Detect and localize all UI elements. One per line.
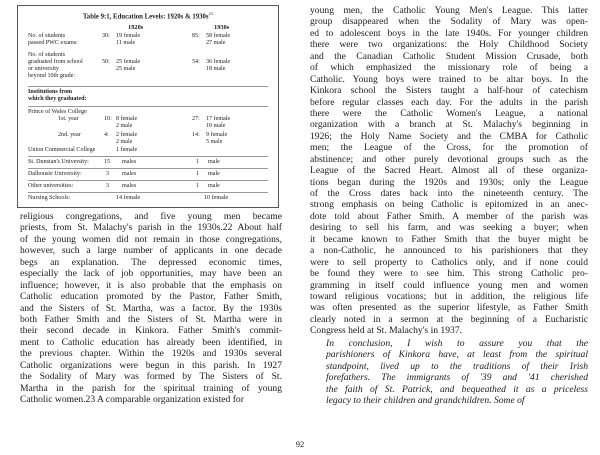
table-divider — [28, 192, 268, 193]
text-line: were to sell property to Catholics only, and if none could — [310, 256, 588, 268]
text-line: there were two organizations: the Holy Childhood Society — [310, 39, 588, 51]
row-label: Union Commercial College — [28, 147, 96, 153]
text-line: the Sodality of Mary was formed by The Sisters of St. — [20, 371, 282, 383]
text-line: both Father Smith and the Sisters of St. Martha were in — [20, 313, 282, 325]
text-line: men; the League of the Cross, for the promotion of — [310, 142, 588, 154]
institutions-header: Institutions from — [28, 89, 73, 95]
table-cell: males — [122, 171, 137, 177]
row-label: Nursing Schools: — [28, 195, 71, 201]
table-cell: 10 male — [206, 123, 226, 129]
table-cell: 8 female — [116, 116, 138, 122]
table-title: Table 9:1, Education Levels: 1920s & $1930s^{21}$ — [82, 11, 214, 21]
table-cell: 14 female — [116, 195, 141, 201]
block-quote — [326, 338, 588, 407]
row-label: St. Dunstan's University: — [28, 159, 89, 165]
table-cell: 1 — [196, 159, 200, 165]
text-line: Catholic. Young boys were trained to be altar boys. In the — [310, 73, 588, 85]
row-label: passed PWC exams: — [28, 40, 78, 46]
text-line: of the young women did not remain in those congregations, — [20, 233, 282, 245]
text-line: of which emphasized the missionary role of being a — [310, 62, 588, 74]
table-cell: 17 female — [206, 116, 231, 122]
text-line: religious congregations, and five young men became — [20, 211, 282, 222]
table-divider — [28, 86, 268, 87]
table-cell: 9 female — [206, 132, 228, 138]
table-cell: 2 male — [116, 123, 133, 129]
right-page — [300, 0, 600, 455]
table-cell: 3 — [106, 183, 110, 189]
table-divider — [28, 168, 268, 169]
text-line: it became known to Father Smith that the buyer might be — [310, 233, 588, 245]
table-cell: 58 female — [206, 33, 231, 39]
table-cell: 18 male — [206, 66, 226, 72]
text-line: ment to Catholic education has already been identified, in — [20, 336, 282, 348]
row-label: or university — [28, 66, 59, 72]
text-line: and the Sisters of St. Martha, was a factor. By the 1930s — [20, 302, 282, 314]
text-line: begs an explanation. The depressed economic times, — [20, 256, 282, 268]
table-cell: 2 female — [116, 132, 138, 138]
table-cell: 10 female — [204, 195, 229, 201]
row-label: beyond 10th grade: — [28, 73, 76, 79]
text-line: League of the Sacred Heart. Almost all of these organiza- — [310, 165, 588, 177]
table-cell: 27 male — [206, 40, 226, 46]
table-cell: 15 — [104, 159, 111, 165]
text-line: and the Canadian Catholic Student Mission Crusade, both — [310, 50, 588, 62]
text-line: ed to adolescent boys in the late 1940s. For younger children — [310, 27, 588, 39]
row-label: No. of students — [28, 52, 66, 58]
row-label: Other universities: — [28, 183, 74, 189]
row-label: Prince of Wales College — [28, 109, 87, 115]
text-line: group disappeared when the Sodality of Mary was open- — [310, 16, 588, 28]
table-cell: 11 male — [116, 40, 136, 46]
table-cell: 25 female — [116, 59, 141, 65]
text-line: organization with a branch at St. Malachy's beginning in — [310, 119, 588, 131]
text-line: priests, from St. Malachy's parish in the 1930s.22 About half — [20, 222, 282, 234]
table-cell: 19 female — [116, 33, 141, 39]
text-line: there were the Catholic Women's League, a national — [310, 107, 588, 119]
text-line: influence; however, it is also probable that the emphasis on — [20, 279, 282, 291]
page-number: 92 — [295, 439, 305, 449]
table-cell: 50: — [102, 59, 110, 65]
text-line: dote told about Father Smith. A member of the parish was — [310, 210, 588, 222]
table-cell: 10: — [104, 116, 112, 122]
table-cell: 5 male — [206, 139, 223, 145]
table-cell: 1 female — [116, 147, 138, 153]
text-line: standpoint, lived up to the traditions of their Irish — [326, 360, 588, 372]
table-cell: male — [208, 183, 220, 189]
text-line: gramming in itself could influence young men and women — [310, 279, 588, 291]
table-cell: 4: — [104, 132, 109, 138]
text-line: the previous chapter. Within the 1920s and 1930s several — [20, 348, 282, 360]
table-cell: 1 — [196, 183, 200, 189]
text-line: however, such a large number of applicants in one decade — [20, 245, 282, 257]
text-line: legacy to their children and grandchildren. Some of — [326, 395, 525, 407]
text-line: their second decade in Kinkora. Father Smith's commit- — [20, 325, 282, 337]
text-line: young men, the Catholic Young Men's League. This latter — [310, 5, 588, 16]
row-label: No. of students — [28, 33, 66, 39]
table-cell: 3 — [106, 171, 110, 177]
table-cell: 54: — [192, 59, 200, 65]
table-cell: 1 — [196, 171, 200, 177]
text-line: a non-Catholic, he announced to his parishioners that they — [310, 245, 588, 257]
table-cell: 25 male — [116, 66, 136, 72]
text-line: 1926; the Holy Name Society and the CMBA for Catholic — [310, 130, 588, 142]
table-cell: 30: — [102, 33, 110, 39]
table-cell: males — [122, 183, 137, 189]
table-cell: 85: — [192, 33, 200, 39]
table-cell: 27: — [192, 116, 200, 122]
table-divider — [28, 106, 268, 107]
text-line: abstinence; and other purely devotional groups such as the — [310, 153, 588, 165]
text-line: tions began during the 1920s and 1930s; only the League — [310, 176, 588, 188]
left-body-text — [20, 211, 282, 405]
text-line: forefathers. The immigrants of '39 and '41 cherished — [326, 372, 588, 384]
row-label: 1st. year — [58, 116, 79, 122]
text-line: clearly noted in a sermon at the beginning of a Eucharistic — [310, 313, 588, 325]
text-line: of the Cross dates back into the nineteenth century. The — [310, 188, 588, 199]
row-label: graduated from school — [28, 59, 83, 65]
table-cell: males — [122, 159, 137, 165]
table-cell: male — [208, 159, 220, 165]
text-line: toward religious vocations; but in addition, the religious life — [310, 290, 588, 302]
text-line: Catholic organizations were begun in this parish. In 1927 — [20, 359, 282, 371]
text-line: before regular classes each day. For the adults in the parish — [310, 96, 588, 108]
col-header-1930s: 1930s — [214, 24, 230, 31]
text-line: Kinkora school the Sisters taught a half-hour of catechism — [310, 85, 588, 97]
education-table — [17, 5, 279, 208]
table-divider — [28, 156, 268, 157]
table-cell: 2 male — [116, 139, 133, 145]
text-line: strong emphasis on being Catholic is epitomized in an anec- — [310, 199, 588, 211]
text-line: be found they were to see him. This strong Catholic pro- — [310, 268, 588, 280]
table-divider — [28, 180, 268, 181]
table-cell: 14: — [192, 132, 200, 138]
table-cell: male — [208, 171, 220, 177]
table-cell: 36 female — [206, 59, 231, 65]
text-line: the faith of St. Patrick, and bequeathed it as a priceless — [326, 383, 588, 395]
text-line: Catholic women.23 A comparable organization existed for — [20, 394, 244, 405]
col-header-1920s: 1920s — [128, 24, 144, 31]
row-label: 2nd. year — [58, 132, 81, 138]
row-label: Dalhousie University: — [28, 171, 82, 177]
institutions-header: which they graduated: — [28, 96, 87, 102]
text-line: Martha in the parish for the spiritual training of young — [20, 382, 282, 394]
text-line: Catholic education promoted by the Pastor, Father Smith, — [20, 291, 282, 303]
text-line: especially the lack of job opportunities, may have been an — [20, 268, 282, 280]
text-line: was often presented as the superior lifestyle, as Father Smith — [310, 302, 588, 314]
right-body-text — [310, 5, 588, 337]
text-line: parishioners of Kinkora have, at least from the spiritual — [326, 349, 588, 361]
text-line: In conclusion, I wish to assure you that the — [326, 338, 588, 349]
text-line: desiring to sell his farm, and was seeking a buyer; when — [310, 222, 588, 234]
text-line: Congress held at St. Malachy's in 1937. — [310, 325, 463, 337]
